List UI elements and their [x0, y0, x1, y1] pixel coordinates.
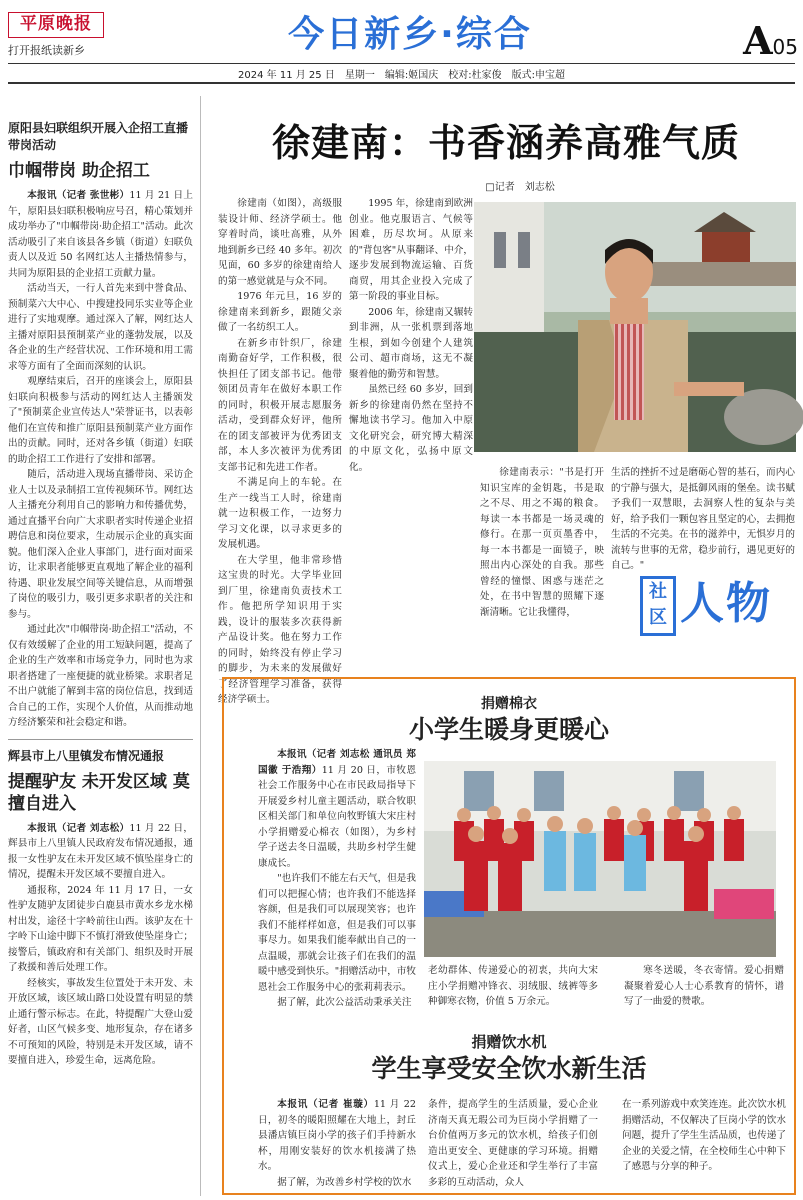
story2-paragraph: 通报称，2024 年 11 月 17 日，一女性驴友随驴友团徒步白鹿县市黄水乡龙水梯村出发，途径十字岭前往山西。该驴友在十字岭下山途中脚下不慎打滑致使坠崖身亡；接警后，镇政府和有关部门、组织及时开展了救援和善后处理工作。: [8, 884, 193, 973]
newspaper-logo: 平原晚报: [8, 12, 104, 38]
box2-paragraph: 11 月 22 日，初冬的暖阳照耀在大地上，封丘县潘店镇巨岗小学的孩子们手持新水杯，用刚安装好的饮水机接满了热水。: [258, 1099, 417, 1172]
main-paragraph: 在新乡市针织厂，徐建南勤奋好学，工作积极，很快担任了团支部书记。他带领团员青年在做好本职工作的同时，积极开展志愿服务活动，受到群众好评，他所在的团支部被评为优秀团支部，本人多次被评为优秀团支部书记和先进工作者。: [218, 337, 342, 473]
page-letter: A: [743, 18, 773, 63]
masthead: [0, 0, 803, 86]
main-paragraph: 徐建南表示："书是打开知识宝库的金钥匙，书是取之不尽、用之不竭的粮食。每读一本书都是一场灵魂的修行。在那一页页墨香中，每一本书都是一面镜子，映照出内心深处的自我。那些曾经的憧憬、困惑与迷茫之处，在书中智慧的照耀下逐渐清晰。它让我懂得，: [480, 467, 604, 618]
box2-paragraph: 条件，提高学生的生活质量，爱心企业济南天真无瑕公司为巨岗小学捐赠了一台价值两万多元的饮水机，给孩子们创造出更安全、更健康的学习环境。捐赠仪式上，爱心企业还和学生举行了丰富多彩的互动活动，众人: [428, 1099, 598, 1188]
story-hiker-warning: [8, 748, 193, 1069]
story1-byline: 本报讯（记者 张世彬）: [27, 190, 130, 201]
main-paragraph: 徐建南（如图），高级服装设计师、经济学硕士。他穿着时尚，谈吐高雅，从外地到新乡已经 40 多年。初次见面，60 多岁的徐建南给人的第一感觉就是与众不同。: [218, 198, 342, 287]
main-paragraph: 虽然已经 60 多岁，回到新乡的徐建南仍然在坚持不懈地读书学习。他加入中原文化研究会，研究博大精深的中原文化，弘扬中原文化。: [349, 384, 473, 473]
box1-headline: 小学生暖身更暖心: [408, 715, 609, 744]
bottom-rule: [8, 82, 795, 84]
portrait-photo-illustration: [474, 202, 796, 452]
box2-byline: 本报讯（记者 崔璇）: [277, 1099, 374, 1110]
story1-body: [8, 188, 193, 731]
left-column: [8, 120, 193, 1195]
story1-headline: 巾帼带岗 助企招工: [8, 161, 150, 181]
box1-paragraph: 据了解，此次公益活动秉承关注: [277, 997, 412, 1008]
column-divider: [200, 96, 201, 1196]
main-paragraph: 生活的挫折不过是磨砺心智的基石，而内心的宁静与强大，是抵御风雨的堡垒。读书赋予我们一双慧眼，去洞察人性的复杂与美好，给予我们一颗包容且坚定的心，去拥抱生活的不完美。在书的滋养中，无惧岁月的流转与世事的无常，稳步前行，遇见更好的自己。": [611, 467, 795, 571]
story-women-federation: [8, 120, 193, 731]
main-reporter: □记者 刘志松: [485, 182, 555, 193]
box1-column-3: [624, 963, 784, 1013]
dateline: 2024 年 11 月 25 日 星期一 编辑:姬国庆 校对:杜家俊 版式:申宝超: [238, 70, 565, 81]
story1-paragraph: 通过此次"巾帼带岗·助企招工"活动，不仅有效缓解了企业的用工短缺问题，提高了企业的生产效率和市场竞争力，同时也为求职者搭建了一座便捷的就业桥梁。求职者足不出户就能了解到丰富的岗位信息，找到适合自己的工作，实现个人价值，从而推动地方经济繁荣和社会稳定和谐。: [8, 624, 193, 728]
story2-kicker: 辉县市上八里镇发布情况通报: [8, 748, 165, 763]
box1-paragraph: 寒冬送暖，冬衣寄情。爱心捐赠凝聚着爱心人士心系教育的情怀，谱写了一曲爱的赞歌。: [624, 965, 784, 1007]
main-paragraph: 1995 年，徐建南到欧洲创业。他克服语言、气候等困难，历尽坎坷。从原来的"背包客"从事翻译、中介，逐步发展到物流运输、百货商贸，用其企业投入完成了第一阶段的事业目标。: [349, 198, 473, 302]
page-number: 05: [772, 35, 798, 59]
top-rule: [8, 63, 795, 64]
box2-headline: 学生享受安全饮水新生活: [371, 1054, 647, 1083]
page-label: [722, 20, 798, 68]
box2-column-2: [428, 1097, 598, 1189]
story2-byline: 本报讯（记者 刘志松）: [27, 822, 130, 834]
column-tag: [640, 570, 790, 640]
box1-paragraph: 11 月 20 日，市牧恩社会工作服务中心在市民政局指导下开展爱乡村儿童主题活动，联合牧职区相关部门和单位向牧野镇大宋庄村小学捐赠爱心棉衣（如图），为乡村学子送去冬日温暖，共助乡村学生健康成长。: [258, 764, 416, 869]
box2-paragraph: 据了解，为改善乡村学校的饮水: [277, 1176, 412, 1188]
box2-column-3: [622, 1097, 786, 1189]
box1-column-1: [258, 747, 416, 1008]
main-story-column-1: [218, 196, 342, 705]
story2-paragraph: 经核实，事故发生位置处于未开发、未开放区域，该区域山路口处设置有明显的禁止通行警示标志。在此，特提醒广大登山爱好者，山区气候多变、地形复杂，存在诸多不可预知的风险，特别是未开发区域，请不要擅自进入，珍爱生命，远离危险。: [8, 977, 193, 1066]
column-tag-word: 人物: [680, 578, 772, 629]
box1-byline: 本报讯（记者 刘志松 通讯员 郑国徽 于浩翔）: [258, 749, 416, 776]
story1-paragraph: 观摩结束后，召开的座谈会上，原阳县妇联向积极参与活动的网红达人主播颁发了"预制菜企业宣传达人"荣誉证书，以表彰他们在宣传和推广原阳县预制菜产业方面作出的贡献。同时，还对各乡镇（街道）妇联的助企招工工作进行了安排和部署。: [8, 376, 193, 465]
box2-column-1: [258, 1097, 416, 1189]
portrait-photo: [474, 202, 796, 452]
story2-paragraph: 11 月 22 日，辉县市上八里镇人民政府发布情况通报，通报一女性驴友在未开发区域不慎坠崖身亡的情况，提醒未开发区域不要擅自进入。: [8, 822, 193, 880]
main-paragraph: 不满足向上的车轮。在生产一线当工人时，徐建南就一边积极工作，一边努力学习文化课，以寻求更多的发展机遇。: [218, 477, 342, 550]
main-story-column-2: [349, 196, 473, 636]
main-story-column-3: [480, 465, 604, 665]
story1-paragraph: 11 月 21 日上午，原阳县妇联积极响应号召，精心策划并成功举办了"巾帼带岗·助企招工"活动。此次活动吸引了来自该县各乡镇（街道）妇联负责人以及近 50 名网红达人主播热情参与，共同为原阳县的企业招工贡献力量。: [8, 190, 193, 279]
donation-photo-illustration: [424, 761, 776, 957]
main-paragraph: 1976 年元旦，16 岁的徐建南来到新乡，跟随父亲做了一名纺织工人。: [218, 291, 342, 333]
section-title: 今日新乡·综合: [288, 14, 532, 55]
story1-paragraph: 活动当天，一行人首先来到中誉食品、预制菜六大中心、中搜建投同乐实业等企业进行了实地观摩。通过深入了解，网红达人主播对原阳县预制菜产业的蓬勃发展，以及各企业的生产经营状况、工作环境和用工需求等方面有了全面而深刻的认识。: [8, 283, 193, 372]
box2-paragraph: 在一系列游戏中欢笑连连。此次饮水机捐赠活动，不仅解决了巨岗小学的饮水问题，提升了学生生活品质，也传递了企业的关爱之情，在全校师生心中种下了感恩与分享的种子。: [622, 1099, 786, 1172]
donation-photo: [424, 761, 776, 957]
box2-kicker: 捐赠饮水机: [471, 1033, 547, 1051]
newspaper-slogan: 打开报纸读新乡: [8, 44, 85, 57]
charity-box: [222, 677, 796, 1195]
story-separator: [8, 739, 193, 740]
main-paragraph: 在大学里，他非常珍惜这宝贵的时光。大学毕业回到厂里，徐建南负责技术工作。他把所学知识用于实践，设计的服装多次获得新产品设计奖。他在努力工作的同时，始终没有停止学习的脚步，为未来的发展做好了经济管理学习准备，获得经济学硕士。: [218, 554, 342, 705]
story2-body: [8, 821, 193, 1069]
box1-paragraph: "也许我们不能左右天气，但是我们可以把握心情；也许我们不能选择容颜，但是我们可以展现笑容；也许我们不能样样如意，但是我们可以事事尽力。如果我们能奉献出自己的一点温暖，那就会让孩子们在我们的温暖中感受到快乐。"捐赠活动中，市牧恩社会工作服务中心的张莉莉表示。: [258, 873, 416, 993]
column-tag-box: 社区: [640, 576, 676, 636]
story1-kicker: 原阳县妇联组织开展入企招工直播带岗活动: [8, 121, 189, 152]
main-headline: 徐建南：书香涵养高雅气质: [271, 121, 740, 165]
box1-column-2: [428, 963, 598, 1013]
main-paragraph: 2006 年，徐建南又辗转到非洲，从一张机票到落地生根，到如今创建个人建筑公司、超市商场，这无不凝聚着他的勤劳和智慧。: [349, 306, 473, 380]
story1-paragraph: 随后，活动进入现场直播带岗、采访企业人士以及录制招工宣传视频环节。网红达人主播充分利用自己的影响力和传播优势，通过直播平台向广大求职者实时传递企业招聘信息和岗位要求，生动展示企业的真实面貌。他们深入企业人事部门，进行面对面采访，让求职者能够更直观地了解企业的福利待遇、职业发展空间等关键信息，从而增强了岗位的吸引力，吸引更多求职者的关注和参与。: [8, 469, 193, 620]
story2-headline: 提醒驴友 未开发区域 莫擅自进入: [8, 771, 190, 814]
box1-kicker: 捐赠棉衣: [481, 696, 537, 712]
box1-paragraph: 老幼群体、传递爱心的初衷，共向大宋庄小学捐赠冲锋衣、羽绒服、绒裤等多种御寒衣物，价值 5 万余元。: [428, 965, 598, 1007]
